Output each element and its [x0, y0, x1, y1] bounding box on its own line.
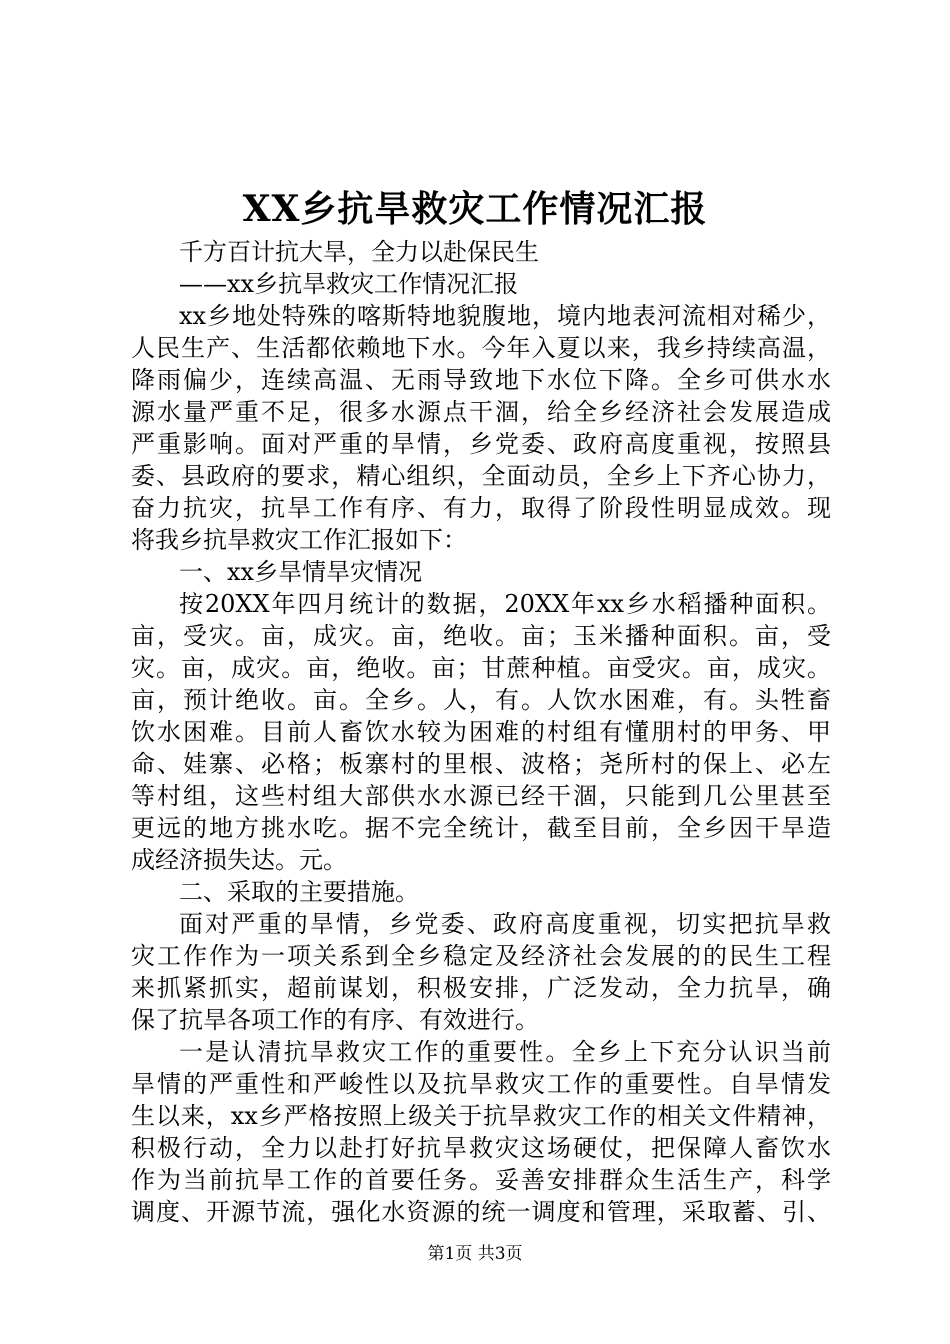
- body-line: 灾工作作为一项关系到全乡稳定及经济社会发展的的民生工程: [131, 942, 831, 970]
- body-line: 面对严重的旱情，乡党委、政府高度重视，切实把抗旱救: [179, 910, 831, 938]
- body-line: 亩，预计绝收。亩。全乡。人，有。人饮水困难，有。头牲畜: [131, 686, 831, 714]
- body-line: 更远的地方挑水吃。据不完全统计，截至目前，全乡因干旱造: [131, 814, 831, 842]
- body-line: 作为当前抗旱工作的首要任务。妥善安排群众生活生产，科学: [131, 1166, 831, 1194]
- body-line: 亩，受灾。亩，成灾。亩，绝收。亩；玉米播种面积。亩，受: [131, 622, 831, 650]
- body-line: 一是认清抗旱救灾工作的重要性。全乡上下充分认识当前: [179, 1038, 831, 1066]
- body-line: 一、xx乡旱情旱灾情况: [179, 558, 423, 586]
- body-line: 积极行动，全力以赴打好抗旱救灾这场硬仗，把保障人畜饮水: [131, 1134, 831, 1162]
- body-line: 降雨偏少，连续高温、无雨导致地下水位下降。全乡可供水水: [131, 366, 831, 394]
- body-line: 来抓紧抓实，超前谋划，积极安排，广泛发动，全力抗旱，确: [131, 974, 831, 1002]
- document-title: XX乡抗旱救灾工作情况汇报: [242, 188, 708, 230]
- body-line: 生以来，xx乡严格按照上级关于抗旱救灾工作的相关文件精神，: [131, 1102, 831, 1130]
- document-body: [131, 236, 831, 1228]
- body-line: 灾。亩，成灾。亩，绝收。亩；甘蔗种植。亩受灾。亩，成灾。: [131, 654, 831, 682]
- body-line: 千方百计抗大旱，全力以赴保民生: [179, 238, 539, 266]
- page-footer: 第1页 共3页: [427, 1244, 523, 1264]
- body-line: 源水量严重不足，很多水源点干涸，给全乡经济社会发展造成: [131, 398, 831, 426]
- body-line: 等村组，这些村组大部供水水源已经干涸，只能到几公里甚至: [131, 782, 831, 810]
- body-line: 将我乡抗旱救灾工作汇报如下：: [131, 526, 467, 554]
- body-line: 按20XX年四月统计的数据，20XX年xx乡水稻播种面积。: [179, 590, 831, 618]
- body-line: 奋力抗灾，抗旱工作有序、有力，取得了阶段性明显成效。现: [131, 494, 831, 522]
- body-line: 二、采取的主要措施。: [179, 878, 419, 906]
- body-line: 委、县政府的要求，精心组织，全面动员，全乡上下齐心协力，: [131, 462, 831, 490]
- body-line: 调度、开源节流，强化水资源的统一调度和管理，采取蓄、引、: [131, 1198, 831, 1226]
- body-line: 旱情的严重性和严峻性以及抗旱救灾工作的重要性。自旱情发: [131, 1070, 831, 1098]
- body-line: 人民生产、生活都依赖地下水。今年入夏以来，我乡持续高温，: [131, 334, 831, 362]
- body-line: 严重影响。面对严重的旱情，乡党委、政府高度重视，按照县: [131, 430, 831, 458]
- body-line: ——xx乡抗旱救灾工作情况汇报: [179, 270, 519, 298]
- body-line: 保了抗旱各项工作的有序、有效进行。: [131, 1006, 539, 1034]
- body-line: 饮水困难。目前人畜饮水较为困难的村组有懂朋村的甲务、甲: [131, 718, 831, 746]
- body-line: xx乡地处特殊的喀斯特地貌腹地，境内地表河流相对稀少，: [179, 302, 831, 330]
- body-line: 命、娃寨、必格；板寨村的里根、波格；尧所村的保上、必左: [131, 750, 831, 778]
- body-line: 成经济损失达。元。: [131, 846, 347, 874]
